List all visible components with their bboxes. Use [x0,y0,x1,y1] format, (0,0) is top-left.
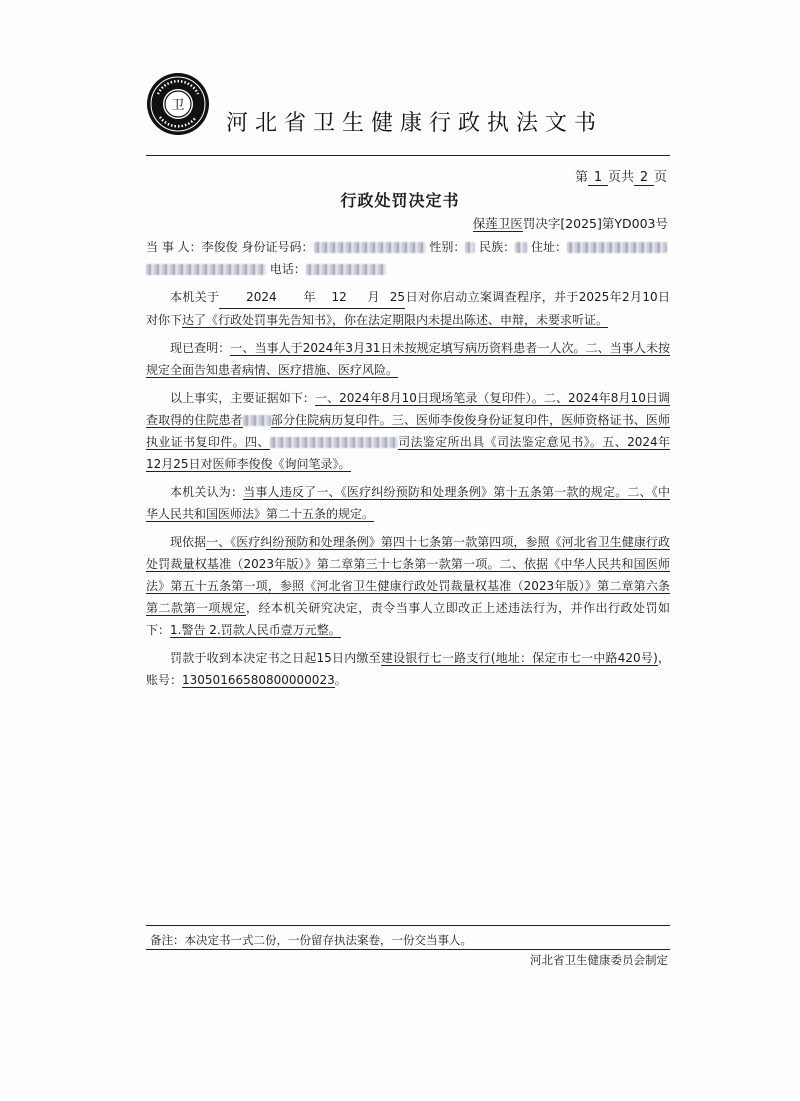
document-number [473,214,668,232]
p6-account-label: ，账号： [146,651,670,687]
footer-divider-bottom [146,949,670,950]
p5-mid: ，经本机关研究决定，责令当事人立即改正上述违法行为，并作出行政处罚如下： [146,601,670,637]
p3-text-1: 一、2024年8月10日现场笔录（复印件）。二、2024年8月10日调查取得的住院患者 [146,391,670,427]
p4-lead: 本机关认为： [170,485,244,499]
redacted-phone [306,264,386,275]
document-number-rest: 罚决字[2025]第YD003号 [522,216,668,231]
p3-text-3: 司法鉴定所出具《司法鉴定意见书》。五、2024年12月25日对医师李俊俊《询问笔录》。 [146,435,670,471]
p1-month-unit: 月 [343,286,365,309]
party-phone-label: 电话： [269,262,306,276]
paragraph-case-filing [146,286,670,331]
party-name: 李俊俊 [201,240,238,254]
redacted-address [567,242,667,253]
party-id-label: 身份证号码： [241,240,314,254]
p6-lead: 罚款于收到本决定书之日起15日内缴至 [170,651,381,665]
header-title: 河北省卫生健康行政执法文书 [226,111,604,136]
p4-text: 当事人违反了一、《医疗纠纷预防和处理条例》第十五条第一款的规定。二、《中华人民共和国医师法》第二十五条的规定。 [146,485,670,521]
p1-rest: 日对你启动立案调查程序，并于2025年2月10日对你下 [146,290,670,327]
paragraph-legal-basis [146,531,670,641]
pager-current: 1 [588,170,608,186]
pager-mid: 页共 [607,170,634,185]
p1-month: 12 [307,286,343,309]
document-number-prefix: 保莲卫医 [472,216,523,231]
p6-end: 。 [334,673,347,687]
p5-lead: 现依据 [170,535,207,549]
party-gender-label: 性别： [429,240,466,254]
p3-lead: 以上事实，主要证据如下： [170,391,315,405]
pager-suffix: 页 [653,170,667,185]
footer-maker: 河北省卫生健康委员会制定 [530,953,668,967]
paragraph-determination [146,481,670,525]
header-divider [146,155,670,156]
p5-text: 一、《医疗纠纷预防和处理条例》第四十七条第一款第四项，参照《河北省卫生健康行政处罚裁量权基准（2023年版）》第二章第三十七条第一款第一项。二、依据《中华人民共和国医师法》第五十五条第一项，参照《河北省卫生健康行政处罚裁量权基准（2023年版）》第二章第六条第二款第一项规定 [146,535,670,615]
p2-lead: 现已查明： [170,341,231,355]
p1-year-unit: 年 [279,286,307,309]
p3-text-2: 部分住院病历复印件。三、医师李俊俊身份证复印件，医师资格证书、医师执业证书复印件。四、 [146,413,670,449]
redacted-gender [465,242,475,253]
redacted-id-number [314,242,426,253]
paragraph-evidence [146,387,670,475]
p2-text: 一、当事人于2024年3月31日未按规定填写病历资料患者一人次。二、当事人未按规定全面告知患者病情、医疗措施、医疗风险。 [146,341,670,377]
p6-account: 13050166580800000023 [182,673,335,687]
footer-divider-top [146,925,670,926]
pager-total: 2 [634,170,654,186]
redacted-patient-name [243,415,271,426]
party-address-label: 住址： [531,240,568,254]
pager-prefix: 第 [574,170,588,185]
party-info [146,236,670,280]
document-body [146,236,670,697]
p1-line2: 达了《行政处罚事先告知书》，你在法定期限内未提出陈述、申辩，未要求听证。 [182,313,609,327]
p1-year: 2024 [219,286,279,309]
footer-note: 备注：本决定书一式二份，一份留存执法案卷，一份交当事人。 [150,933,472,947]
p1-day: 25 [365,286,405,309]
paragraph-payment [146,647,670,691]
redacted-ethnicity [515,242,527,253]
p1-lead: 本机关于 [170,290,220,304]
svg-text:卫: 卫 [171,98,185,113]
party-label: 当 事 人： [146,240,202,254]
p6-bank: 建设银行七一路支行(地址：保定市七一中路420号) [380,651,658,665]
health-supervision-seal-icon [146,72,210,136]
document-title: 行政处罚决定书 [340,191,460,210]
redacted-institution [270,437,398,448]
party-ethnic-label: 民族： [479,240,516,254]
page-indicator [575,166,667,186]
redacted-address-line2 [146,264,266,275]
paragraph-findings [146,337,670,381]
p5-penalty: 1.警告 2.罚款人民币壹万元整。 [170,623,341,637]
